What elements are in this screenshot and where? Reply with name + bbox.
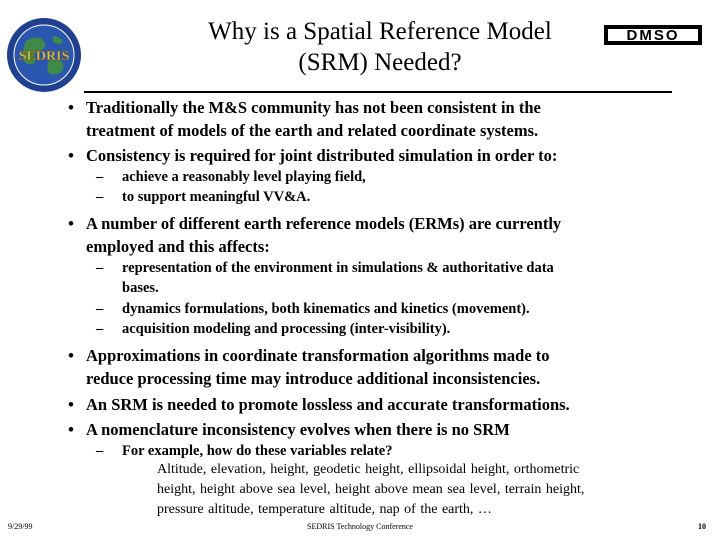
title-line-1: Why is a Spatial Reference Model	[208, 18, 552, 45]
sub-bullet-marker: –	[96, 301, 104, 317]
svg-text:DMSO: DMSO	[626, 27, 680, 44]
bullet-marker: •	[68, 346, 74, 365]
sedris-logo	[5, 16, 83, 94]
bullet-item	[68, 96, 686, 142]
title-underline	[84, 91, 672, 93]
variables-line: Altitude, elevation, height, geodetic height, ellipsoidal height, orthometric	[157, 462, 580, 477]
sub-bullet-item	[96, 167, 682, 187]
sub-bullet-item	[96, 319, 682, 339]
bullet-item	[68, 418, 686, 441]
sub-bullet-item	[96, 187, 682, 207]
bullet-marker: •	[68, 214, 74, 233]
sub-bullet-line: achieve a reasonably level playing field,	[122, 169, 366, 185]
bullet-item	[68, 344, 686, 390]
bullet-line: An SRM is needed to promote lossless and accurate transformations.	[86, 395, 570, 414]
bullet-marker: •	[68, 98, 74, 117]
bullet-line: employed and this affects:	[86, 237, 270, 256]
footer-date: 9/29/99	[8, 522, 33, 531]
bullet-marker: •	[68, 420, 74, 439]
bullet-line: A number of different earth reference models (ERMs) are currently	[86, 214, 562, 233]
footer-conference: SEDRIS Technology Conference	[307, 522, 413, 531]
sub-bullet-line: bases.	[122, 280, 159, 296]
sub-bullet-marker: –	[96, 443, 104, 459]
svg-text:SEDRIS: SEDRIS	[18, 49, 70, 64]
page-number: 10	[698, 522, 706, 531]
bullet-line: Traditionally the M&S community has not been consistent in the	[86, 98, 541, 117]
title-line-2: (SRM) Needed?	[298, 49, 462, 76]
sub-bullet-marker: –	[96, 260, 104, 276]
sub-bullet-item	[96, 299, 682, 319]
sub-bullet-line: to support meaningful VV&A.	[122, 189, 311, 205]
slide-title	[130, 16, 630, 78]
variables-line: pressure altitude, temperature altitude, nap of the earth, …	[157, 502, 492, 517]
sub-bullet-item	[96, 441, 682, 461]
bullet-item	[68, 144, 686, 167]
bullet-marker: •	[68, 146, 74, 165]
sub-bullet-line: dynamics formulations, both kinematics and kinetics (movement).	[122, 301, 530, 317]
sub-bullet-line: For example, how do these variables relate?	[122, 443, 393, 459]
bullet-line: treatment of models of the earth and related coordinate systems.	[86, 121, 539, 140]
variables-list	[157, 460, 687, 520]
bullet-line: Approximations in coordinate transformation algorithms made to	[86, 346, 550, 365]
bullet-item	[68, 393, 686, 416]
sub-bullet-line: representation of the environment in simulations & authoritative data	[122, 260, 554, 276]
bullet-marker: •	[68, 395, 74, 414]
sub-bullet-item	[96, 258, 682, 298]
bullet-line: reduce processing time may introduce additional inconsistencies.	[86, 369, 541, 388]
sub-bullet-marker: –	[96, 189, 104, 205]
bullet-line: A nomenclature inconsistency evolves when there is no SRM	[86, 420, 510, 439]
bullet-line: Consistency is required for joint distributed simulation in order to:	[86, 146, 558, 165]
sub-bullet-marker: –	[96, 169, 104, 185]
variables-line: height, height above sea level, height above mean sea level, terrain height,	[157, 482, 585, 497]
bullet-item	[68, 212, 686, 258]
sub-bullet-marker: –	[96, 321, 104, 337]
sub-bullet-line: acquisition modeling and processing (inter-visibility).	[122, 321, 451, 337]
